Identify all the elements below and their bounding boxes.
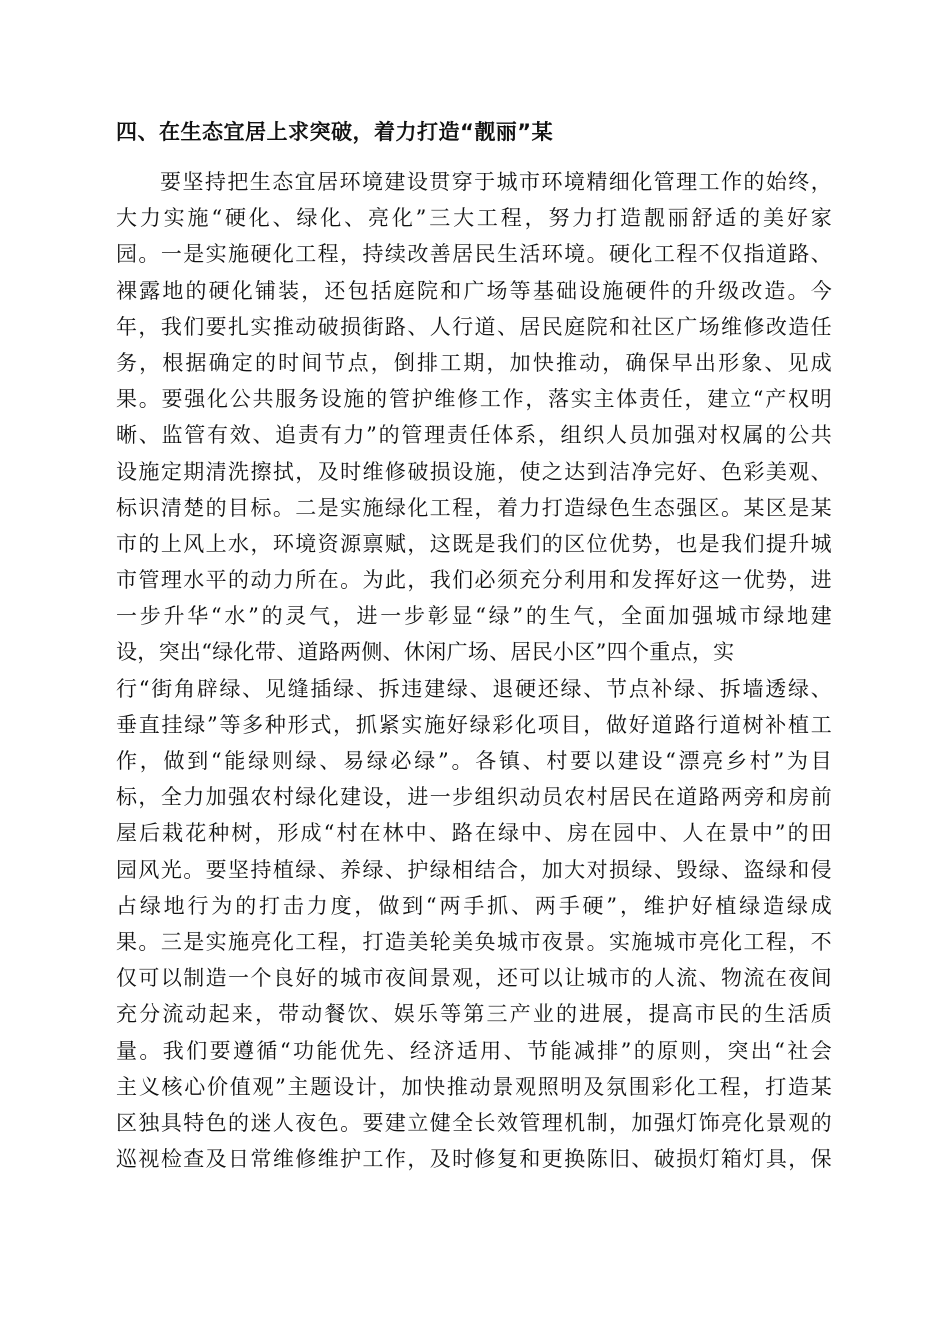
paragraph-line: 标识清楚的目标。二是实施绿化工程，着力打造绿色生态强区。某区是某 [116,495,832,520]
paragraph-line: 屋后栽花种树，形成“村在林中、路在绿中、房在园中、人在景中”的田 [116,821,832,846]
paragraph-line: 园风光。要坚持植绿、养绿、护绿相结合，加大对损绿、毁绿、盗绿和侵 [116,857,832,882]
paragraph-line: 区独具特色的迷人夜色。要建立健全长效管理机制，加强灯饰亮化景观的 [116,1110,832,1135]
paragraph-line: 设施定期清洗擦拭，及时维修破损设施，使之达到洁净完好、色彩美观、 [116,459,832,484]
paragraph-line: 果。三是实施亮化工程，打造美轮美奂城市夜景。实施城市亮化工程，不 [116,929,832,954]
paragraph-line: 主义核心价值观”主题设计，加快推动景观照明及氛围彩化工程，打造某 [116,1074,832,1099]
paragraph-line: 量。我们要遵循“功能优先、经济适用、节能减排”的原则，突出“社会 [116,1038,832,1063]
paragraph-line: 仅可以制造一个良好的城市夜间景观，还可以让城市的人流、物流在夜间 [116,966,832,991]
paragraph-line: 充分流动起来，带动餐饮、娱乐等第三产业的进展，提高市民的生活质 [116,1002,832,1027]
paragraph-line: 市的上风上水，环境资源禀赋，这既是我们的区位优势，也是我们提升城 [116,531,832,556]
paragraph-line: 占绿地行为的打击力度，做到“两手抓、两手硬”，维护好植绿造绿成 [116,893,832,918]
paragraph-line: 晰、监管有效、追责有力”的管理责任体系，组织人员加强对权属的公共 [116,423,832,448]
paragraph-line: 园。一是实施硬化工程，持续改善居民生活环境。硬化工程不仅指道路、 [116,242,832,267]
paragraph-line: 市管理水平的动力所在。为此，我们必须充分利用和发挥好这一优势，进 [116,568,832,593]
body-paragraph [116,164,832,1177]
paragraph-line: 年，我们要扎实推动破损街路、人行道、居民庭院和社区广场维修改造任 [116,314,832,339]
paragraph-line: 要坚持把生态宜居环境建设贯穿于城市环境精细化管理工作的始终， [160,170,832,194]
paragraph-line: 设，突出“绿化带、道路两侧、休闲广场、居民小区”四个重点，实 [116,640,735,665]
paragraph-line: 大力实施“硬化、绿化、亮化”三大工程，努力打造靓丽舒适的美好家 [116,206,832,231]
paragraph-line: 裸露地的硬化铺装，还包括庭院和广场等基础设施硬件的升级改造。今 [116,278,832,303]
paragraph-line: 务，根据确定的时间节点，倒排工期，加快推动，确保早出形象、见成 [116,350,832,375]
paragraph-line: 巡视检查及日常维修维护工作，及时修复和更换陈旧、破损灯箱灯具，保 [116,1147,832,1172]
paragraph-line: 垂直挂绿”等多种形式，抓紧实施好绿彩化项目，做好道路行道树补植工 [116,712,832,737]
paragraph-line: 标，全力加强农村绿化建设，进一步组织动员农村居民在道路两旁和房前 [116,785,832,810]
paragraph-line: 一步升华“水”的灵气，进一步彰显“绿”的生气，全面加强城市绿地建 [116,604,832,629]
section-heading: 四、在生态宜居上求突破，着力打造“靓丽”某 [116,120,554,144]
paragraph-line: 作，做到“能绿则绿、易绿必绿”。各镇、村要以建设“漂亮乡村”为目 [116,749,832,773]
paragraph-line: 果。要强化公共服务设施的管护维修工作，落实主体责任，建立“产权明 [116,387,832,412]
paragraph-line: 行“街角辟绿、见缝插绿、拆违建绿、退硬还绿、节点补绿、拆墙透绿、 [116,676,832,701]
